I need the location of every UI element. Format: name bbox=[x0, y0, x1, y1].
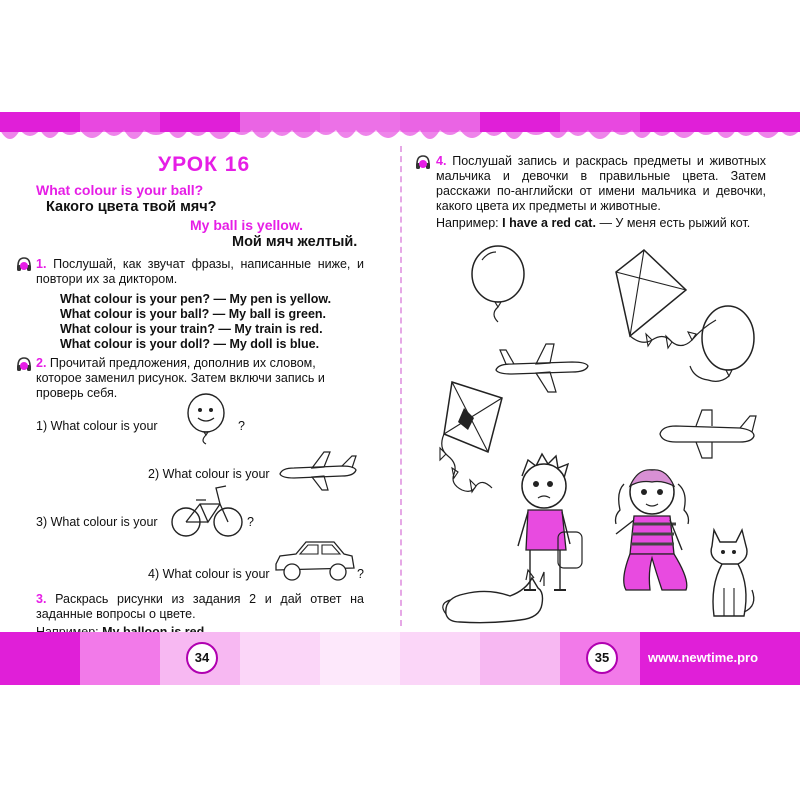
task4-block bbox=[436, 154, 766, 214]
cat-drawing bbox=[702, 528, 758, 624]
question-text: 1) What colour is your bbox=[36, 419, 158, 433]
airplane-drawing bbox=[656, 408, 758, 462]
headphones-icon[interactable] bbox=[415, 154, 431, 170]
page-number-left: 34 bbox=[186, 642, 218, 674]
top-band bbox=[0, 112, 800, 148]
question-text: 4) What colour is your bbox=[148, 567, 270, 581]
task1-number: 1. bbox=[36, 257, 47, 271]
example-ru: — У меня есть рыжий кот. bbox=[599, 216, 751, 230]
headphones-icon[interactable] bbox=[16, 256, 32, 272]
question-text: 3) What colour is your bbox=[36, 515, 158, 529]
page-divider bbox=[400, 146, 404, 626]
question-en: What colour is your ball? bbox=[36, 182, 204, 198]
task2-instruction: Прочитай предложения, дополнив их словом, которое заменил рисунок. Затем включи запись и проверь себя. bbox=[36, 356, 325, 400]
task2-question-4 bbox=[148, 567, 270, 582]
car-drawing bbox=[272, 534, 356, 586]
task1-line: What colour is your pen? — My pen is yellow. bbox=[60, 292, 332, 306]
task3-number: 3. bbox=[36, 592, 47, 606]
task2-number: 2. bbox=[36, 356, 47, 370]
cat-drawing bbox=[440, 568, 548, 628]
task3-block bbox=[36, 592, 364, 622]
question-text: 2) What colour is your bbox=[148, 467, 270, 481]
answer-ru: Мой мяч желтый. bbox=[232, 234, 358, 250]
example-label: Например: bbox=[436, 216, 499, 230]
website-link[interactable]: www.newtime.pro bbox=[648, 650, 759, 665]
page-number-right: 35 bbox=[586, 642, 618, 674]
answer-en: My ball is yellow. bbox=[190, 217, 304, 233]
balloon-drawing bbox=[182, 393, 230, 445]
headphones-icon[interactable] bbox=[16, 356, 32, 372]
task2-question-2 bbox=[148, 467, 270, 482]
balloon-drawing bbox=[468, 244, 528, 324]
task1-line: What colour is your doll? — My doll is blue. bbox=[60, 337, 320, 351]
task1-lines bbox=[60, 292, 331, 352]
bicycle-drawing bbox=[170, 482, 244, 540]
task1-block bbox=[36, 257, 364, 287]
task4-example bbox=[436, 216, 750, 231]
question-suffix: ? bbox=[247, 515, 254, 529]
question-ru: Какого цвета твой мяч? bbox=[46, 199, 217, 215]
task3-instruction: Раскрась рисунки из задания 2 и дай ответ на заданные вопросы о цвете. bbox=[36, 592, 364, 621]
task2-question-1 bbox=[36, 419, 158, 434]
task2-question-3 bbox=[36, 515, 158, 530]
balloon-drawing bbox=[686, 300, 756, 400]
task4-number: 4. bbox=[436, 154, 447, 168]
question-suffix: ? bbox=[238, 419, 245, 433]
airplane-drawing bbox=[276, 448, 358, 492]
task1-line: What colour is your ball? — My ball is green. bbox=[60, 307, 327, 321]
task4-instruction: Послушай запись и раскрась предметы и животных мальчика и девочки в правильные цвета. Затем расскажи по-английски от имени мальчика и девочки, какого цвета их предметы и животные. bbox=[436, 154, 766, 213]
lesson-title: УРОК 16 bbox=[158, 153, 251, 176]
kite-drawing bbox=[428, 378, 508, 498]
example-en: I have a red cat. bbox=[502, 216, 596, 230]
task1-line: What colour is your train? — My train is red. bbox=[60, 322, 323, 336]
task1-instruction: Послушай, как звучат фразы, написанные ниже, и повтори их за диктором. bbox=[36, 257, 364, 286]
question-suffix: ? bbox=[357, 567, 364, 581]
girl-drawing bbox=[612, 462, 692, 598]
